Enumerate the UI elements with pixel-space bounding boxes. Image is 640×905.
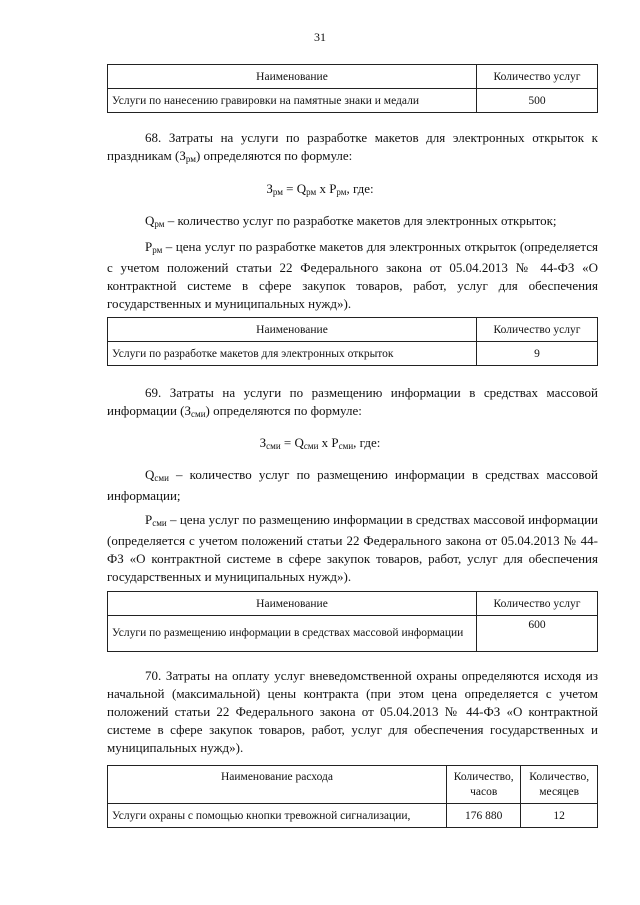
table-cell-expense-name: Услуги охраны с помощью кнопки тревожной сигнализации, bbox=[108, 804, 447, 828]
paragraph-69: 69. Затраты на услуги по размещению информации в средствах массовой информации $(З_{сми})$ определяются по формуле: bbox=[107, 385, 598, 419]
paragraph-68: 68. Затраты на услуги по разработке макетов для электронных открыток к праздникам $(З_{рм})$ определяются по формуле: bbox=[107, 130, 598, 164]
table-cell-name: Услуги по разработке макетов для электронных открыток bbox=[108, 342, 477, 366]
table-header-hours: Количество, часов bbox=[447, 766, 521, 804]
table-header-name: Наименование bbox=[108, 592, 477, 616]
page-number: 31 bbox=[314, 30, 326, 44]
definition-q-69: $Q_{сми}$ – количество услуг по размещению информации в средствах массовой информации; bbox=[107, 467, 598, 503]
table-cell-quantity: 500 bbox=[477, 89, 598, 113]
table-row bbox=[108, 616, 598, 652]
table-media-services bbox=[107, 591, 598, 652]
table-row bbox=[108, 804, 598, 828]
table-row bbox=[108, 342, 598, 366]
definition-p-68: $P_{рм}$ – цена услуг по разработке макетов для электронных открыток (определяется с учетом положений статьи 22 Федерального закона от 05.04.2013 № 44-ФЗ «О контрактной системе в сфере закупок товаров, работ, услуг для обеспечения государственных и муниципальных нужд»). bbox=[107, 239, 598, 311]
paragraph-70: 70. Затраты на оплату услуг вневедомственной охраны определяются исходя из начальной (максимальной) цены контракта (при этом цена определяется с учетом положений статьи 22 Федерального закона от 05.04.2013 № 44-ФЗ «О контрактной системе в сфере закупок товаров, работ, услуг для обеспечения государственных и муниципальных нужд»). bbox=[107, 668, 598, 755]
table-header-quantity: Количество услуг bbox=[477, 65, 598, 89]
table-postcard-layouts bbox=[107, 317, 598, 366]
table-cell-hours: 176 880 bbox=[447, 804, 521, 828]
definition-p-69: $P_{сми}$ – цена услуг по размещению информации в средствах массовой информации (определяется с учетом положений статьи 22 Федерального закона от 05.04.2013 № 44-ФЗ «О контрактной системе в сфере закупок товаров, работ, услуг для обеспечения государственных и муниципальных нужд»). bbox=[107, 512, 598, 584]
table-header-months: Количество, месяцев bbox=[521, 766, 598, 804]
table-engraving-services bbox=[107, 64, 598, 113]
table-header-quantity: Количество услуг bbox=[477, 318, 598, 342]
table-cell-quantity: 9 bbox=[477, 342, 598, 366]
formula-68: $З_{рм} = Q_{рм}$ x $P_{рм}$, где: bbox=[266, 181, 374, 197]
table-header-expense-name: Наименование расхода bbox=[108, 766, 447, 804]
definition-q-68: $Q_{рм}$ – количество услуг по разработке макетов для электронных открыток; bbox=[145, 213, 557, 229]
table-row bbox=[108, 89, 598, 113]
table-cell-name: Услуги по нанесению гравировки на памятные знаки и медали bbox=[108, 89, 477, 113]
formula-69: $З_{сми} = Q_{сми}$ x $P_{сми}$, где: bbox=[259, 435, 381, 451]
table-header-name: Наименование bbox=[108, 65, 477, 89]
table-header-name: Наименование bbox=[108, 318, 477, 342]
table-cell-name: Услуги по размещению информации в средствах массовой информации bbox=[108, 616, 477, 652]
table-cell-quantity: 600 bbox=[477, 616, 598, 652]
table-security-services bbox=[107, 765, 598, 828]
table-cell-months: 12 bbox=[521, 804, 598, 828]
table-header-quantity: Количество услуг bbox=[477, 592, 598, 616]
